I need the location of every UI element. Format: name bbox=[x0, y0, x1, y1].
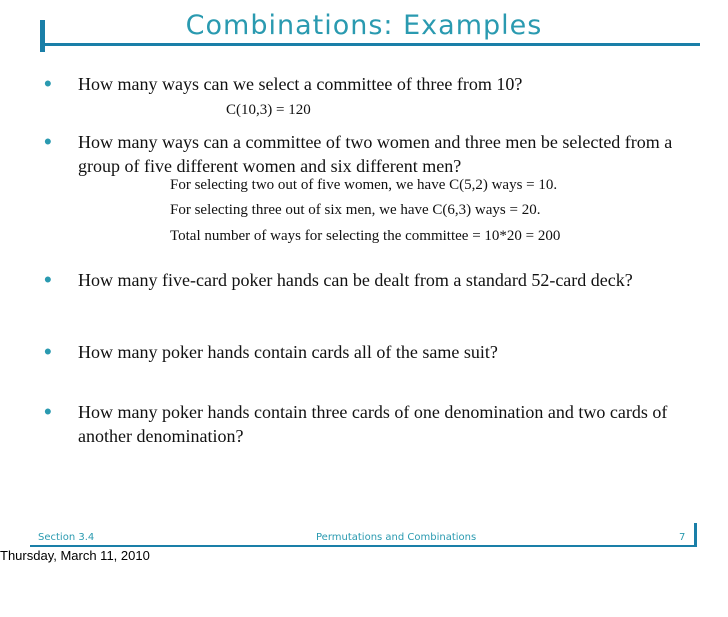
bullet-4-text: How many poker hands contain cards all of the same suit? bbox=[78, 342, 498, 362]
bullet-5-text: How many poker hands contain three cards of one denomination and two cards of another denomination? bbox=[78, 402, 668, 446]
bullet-marker: • bbox=[44, 339, 52, 364]
bullet-2-detail-2: For selecting three out of six men, we have C(6,3) ways = 20. bbox=[170, 202, 541, 218]
footer-rule bbox=[30, 545, 696, 547]
footer-section: Section 3.4 bbox=[38, 532, 95, 543]
bullet-3-text: How many five-card poker hands can be dealt from a standard 52-card deck? bbox=[78, 270, 633, 290]
bullet-marker: • bbox=[44, 129, 52, 154]
footer-accent-bar bbox=[694, 523, 697, 547]
slide-title: Combinations: Examples bbox=[185, 10, 543, 41]
bullet-2-text: How many ways can a committee of two women and three men be selected from a group of five different women and six different men? bbox=[78, 132, 673, 176]
bullet-2-detail-3: Total number of ways for selecting the committee = 10*20 = 200 bbox=[170, 228, 561, 244]
bullet-1-answer: C(10,3) = 120 bbox=[226, 102, 311, 118]
date-caption: Thursday, March 11, 2010 bbox=[0, 548, 150, 563]
bullet-marker: • bbox=[44, 71, 52, 96]
footer-topic: Permutations and Combinations bbox=[316, 532, 477, 543]
bullet-1-text: How many ways can we select a committee of three from 10? bbox=[78, 74, 523, 94]
bullet-2-detail-1: For selecting two out of five women, we have C(5,2) ways = 10. bbox=[170, 177, 558, 193]
bullet-marker: • bbox=[44, 267, 52, 292]
bullet-marker: • bbox=[44, 399, 52, 424]
footer-page-number: 7 bbox=[679, 532, 686, 543]
title-rule bbox=[40, 43, 700, 46]
